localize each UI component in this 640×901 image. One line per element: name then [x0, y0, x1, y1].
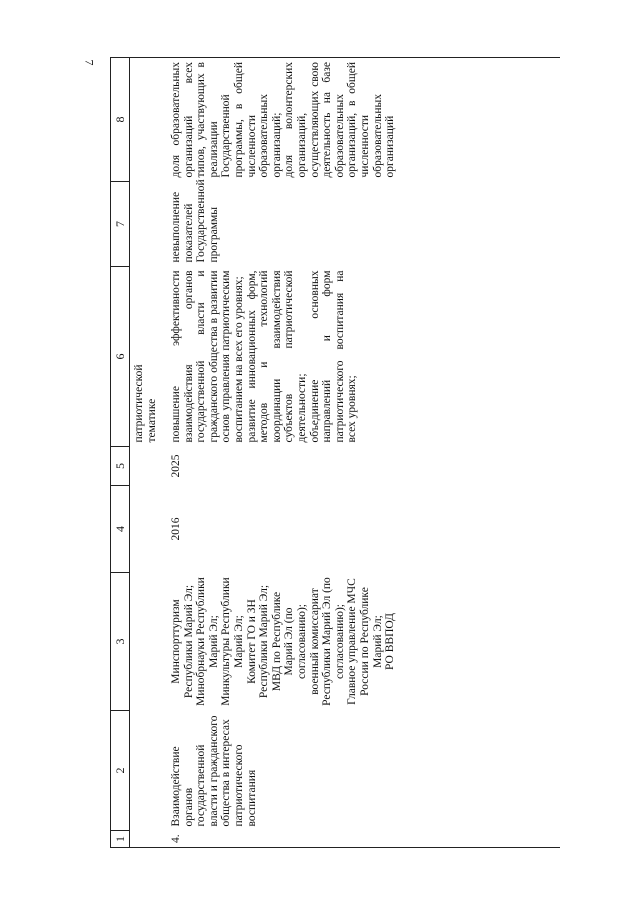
table-header-row — [111, 58, 130, 848]
header-col-1: 1 — [111, 831, 130, 848]
header-col-8: 8 — [111, 58, 130, 182]
program-table — [110, 57, 560, 848]
rotated-table-container — [110, 58, 590, 848]
header-col-6: 6 — [111, 267, 130, 447]
header-col-5: 5 — [111, 447, 130, 486]
header-col-4: 4 — [111, 486, 130, 573]
table-row — [167, 58, 560, 848]
activity-name: Взаимодействие органов государственной власти и гражданского общества в интересах патриотического воспитания — [170, 715, 258, 827]
continuation-row — [130, 58, 168, 848]
expected-result: повышение эффективности взаимодействия органов государственной власти и гражданского общества в развитии основ управления патриотическим воспитанием на всех его уровнях; развитие инновационных форм, методов и технологий координации взаимодействия субъектов патриотической деятельности; объединение основных направлений и форм патриотического воспитания на всех уровнях; — [170, 270, 359, 443]
end-year: 2025 — [170, 454, 182, 478]
indicators-text: доля образовательных организаций всех типов, участвующих в реализации Государственной программы, в общей численности образовательных организаций; доля волонтерских организаций, осуществляющих свою деятельность на базе образовательных организаций, в общей численности образовательных организаций — [167, 58, 560, 182]
continuation-result-text: патриотической тематике — [133, 364, 158, 443]
page-number: 7 — [82, 59, 97, 66]
row-number: 4. — [167, 831, 560, 848]
executors-list: Минспорттуризм Республики Марий Эл; Минобрнауки Республики Марий Эл; Минкультуры Республики Марий Эл; Комитет ГО и ЗН Республики Марий Эл; МВД по Республике Марий Эл (по согласованию); военный комиссариат Республики Марий Эл (по согласованию); Главное управление МЧС России по Республике Марий Эл; РО ВВПОД — [170, 577, 397, 706]
header-col-7: 7 — [111, 182, 130, 267]
header-col-3: 3 — [111, 573, 130, 711]
consequences-text: невыполнение показателей Государственной программы — [170, 179, 220, 263]
start-year: 2016 — [170, 517, 182, 541]
header-col-2: 2 — [111, 711, 130, 831]
